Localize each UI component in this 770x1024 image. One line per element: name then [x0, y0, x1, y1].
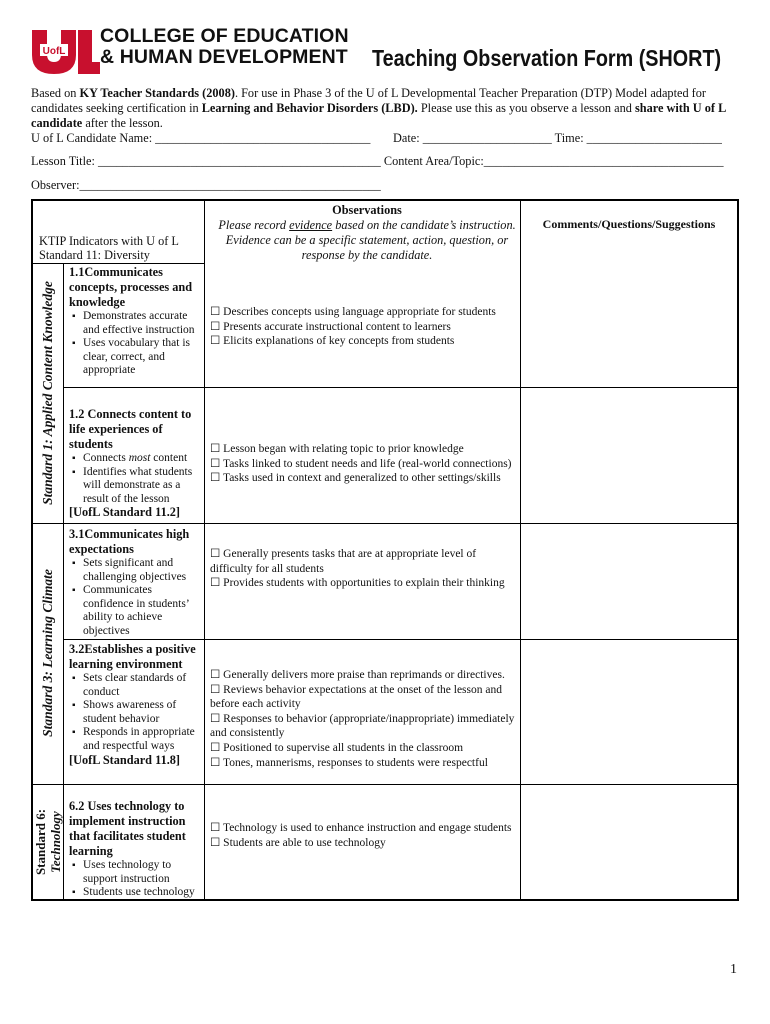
comments-header: Comments/Questions/Suggestions [542, 217, 716, 231]
checkbox-item[interactable]: ☐ Generally delivers more praise than reprimands or directives. [210, 669, 505, 681]
checkbox-item[interactable]: ☐ Positioned to supervise all students in the classroom [210, 741, 464, 754]
observer-field[interactable]: Observer:_________________________________________________ [31, 178, 381, 192]
college-logo [30, 24, 375, 76]
observations-1-1 [210, 305, 520, 349]
checkbox-item[interactable]: ☐ Generally presents tasks that are at appropriate level of difficulty for all students [210, 548, 477, 575]
checkbox-item[interactable]: ☐ Presents accurate instructional content to learners [210, 320, 451, 333]
observations-header: Observations Please record evidence based on the candidate’s instruction. Evidence can be a specific statement, action, question, or response by the candidate. [218, 203, 516, 262]
svg-text:UofL: UofL [42, 46, 66, 57]
row-divider [33, 784, 739, 785]
checkbox-item[interactable]: ☐ Lesson began with relating topic to prior knowledge [210, 443, 464, 455]
checkbox-item[interactable]: ☐ Reviews behavior expectations at the onset of the lesson and before each activity [210, 683, 502, 711]
standard-3-label: Standard 3: Learning Climate [40, 569, 55, 737]
indicator-3-1: 3.1Communicates high expectations ▪ Sets significant and challenging objectives ▪ Communicates confidence in students’ ability to achieve objectives [69, 527, 199, 639]
observations-3-2 [210, 668, 520, 770]
col-divider [63, 263, 64, 899]
col-divider [520, 201, 521, 899]
uofl-logo-icon [30, 24, 100, 76]
checkbox-item[interactable]: ☐ Tasks used in context and generalized to other settings/skills [210, 472, 501, 485]
checkbox-item[interactable]: ☐ Technology is used to enhance instruction and engage students [210, 822, 512, 834]
observations-1-2 [210, 442, 520, 486]
lesson-title-field[interactable]: Lesson Title: ______________________________________________ Content Area/Topic:_______________________________________ [31, 154, 724, 168]
row-divider [63, 387, 739, 388]
checkbox-item[interactable]: ☐ Responses to behavior (appropriate/inappropriate) immediately and consistently [210, 712, 515, 740]
indicator-6-2: 6.2 Uses technology to implement instruction that facilitates student learning ▪ Uses technology to support instruction ▪ Students use technology [69, 799, 199, 900]
indicator-1-2: 1.2 Connects content to life experiences of students ▪ Connects most content ▪ Identifies what students will demonstrate as a result of the lesson [UofL Standard 11.2] [69, 407, 199, 520]
page-number: 1 [730, 962, 737, 977]
date-time-field[interactable]: Date: _____________________ Time: ______________________ [393, 131, 722, 145]
form-title: Teaching Observation Form (SHORT) [372, 45, 722, 71]
checkbox-item[interactable]: ☐ Students are able to use technology [210, 836, 386, 849]
candidate-name-field[interactable]: U of L Candidate Name: ___________________________________ [31, 131, 371, 145]
row-divider [63, 639, 739, 640]
standard-6-label: Standard 6: Technology [33, 808, 63, 876]
ktip-header: KTIP Indicators with U of L Standard 11: Diversity [39, 234, 179, 262]
checkbox-item[interactable]: ☐ Elicits explanations of key concepts from students [210, 335, 455, 348]
indicator-1-1: 1.1Communicates concepts, processes and knowledge ▪ Demonstrates accurate and effective instruction ▪ Uses vocabulary that is clear, correct, and appropriate [69, 265, 199, 378]
intro-paragraph: Based on KY Teacher Standards (2008). For use in Phase 3 of the U of L Developmental Teacher Preparation (DTP) Model adapted for candidates seeking certification in Learning and Behavior Disorders (LBD). Please use this as you observe a lesson and share with U of L candidate after the lesson. [31, 86, 726, 130]
indicator-3-2: 3.2Establishes a positive learning environment ▪ Sets clear standards of conduct ▪ Shows awareness of student behavior ▪ Responds in appropriate and respectful ways [UofL Standard 11.8] [69, 642, 199, 767]
observation-table [31, 199, 739, 901]
checkbox-item[interactable]: ☐ Tones, mannerisms, responses to students were respectful [210, 756, 488, 769]
observations-3-1 [210, 547, 510, 591]
observations-6-2 [210, 821, 520, 850]
standard-1-label: Standard 1: Applied Content Knowledge [40, 281, 55, 505]
row-divider [33, 263, 204, 264]
row-divider [33, 523, 739, 524]
checkbox-item[interactable]: ☐ Provides students with opportunities to explain their thinking [210, 577, 505, 590]
checkbox-item[interactable]: ☐ Tasks linked to student needs and life (real-world connections) [210, 457, 512, 470]
college-name: COLLEGE OF EDUCATION & HUMAN DEVELOPMENT [100, 25, 349, 68]
checkbox-item[interactable]: ☐ Describes concepts using language appropriate for students [210, 306, 496, 318]
col-divider [204, 201, 205, 899]
